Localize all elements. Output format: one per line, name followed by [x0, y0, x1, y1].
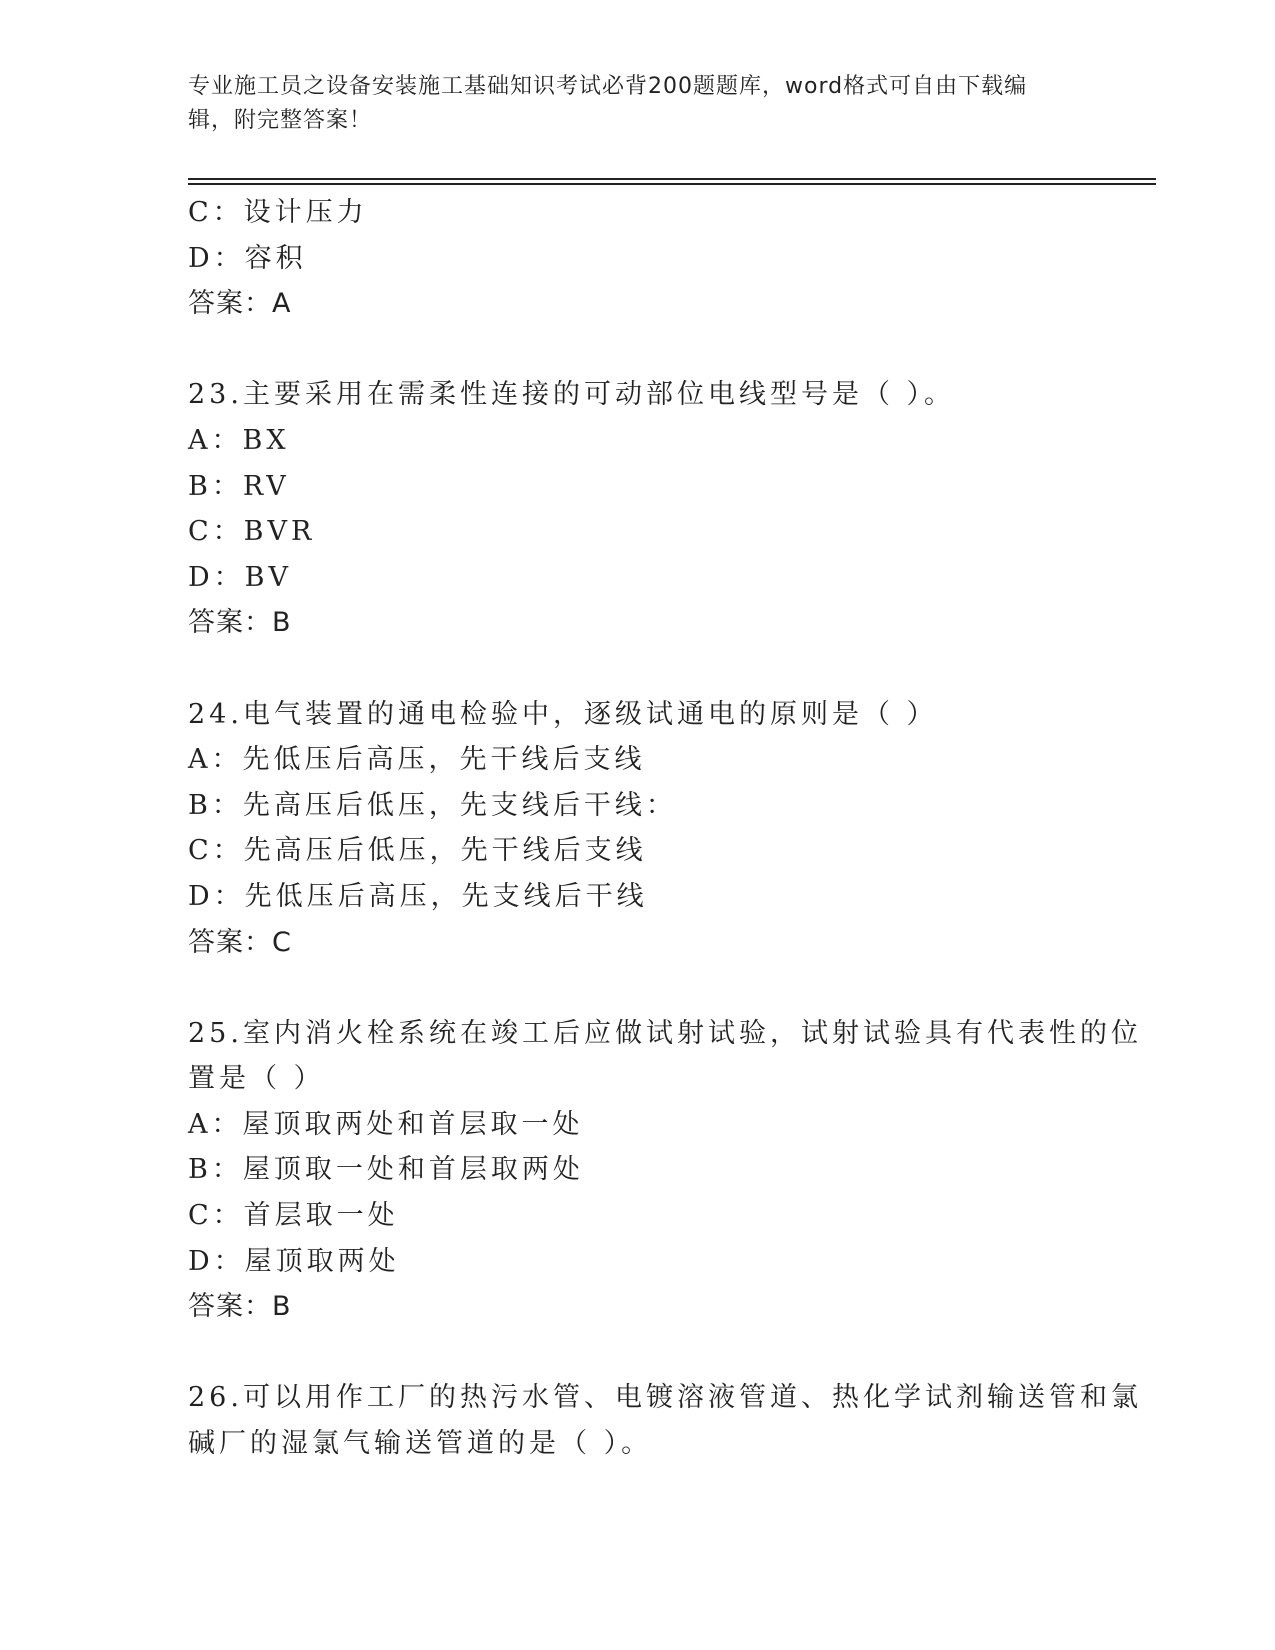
option-b: B：屋顶取一处和首层取两处 [188, 1154, 584, 1186]
answer: 答案：A [188, 288, 292, 320]
question-23 [188, 372, 1088, 646]
answer: 答案：C [188, 926, 292, 958]
answer: 答案：B [188, 607, 292, 639]
option-d: D：屋顶取两处 [188, 1245, 400, 1277]
option-c: C：首层取一处 [188, 1200, 399, 1232]
option-c: C：设计压力 [188, 197, 368, 228]
option-b: B：RV [188, 470, 290, 502]
question-25 [188, 1011, 1142, 1330]
question-text: 24.电气装置的通电检验中，逐级试通电的原则是（ ） [188, 698, 938, 730]
question-26 [188, 1375, 1142, 1466]
spacer [188, 1330, 1088, 1376]
option-c: C：先高压后低压，先干线后支线 [188, 835, 647, 867]
spacer [188, 965, 1088, 1011]
document-header: 专业施工员之设备安装施工基础知识考试必背200题题库，word格式可自由下载编辑，附完整答案！ [188, 74, 1028, 133]
option-d: D：容积 [188, 242, 307, 274]
document-body [188, 190, 1142, 1467]
option-d: D：先低压后高压，先支线后干线 [188, 880, 648, 912]
answer: 答案：B [188, 1291, 292, 1323]
question-text-line-2: 碱厂的湿氯气输送管道的是（ ）。 [188, 1428, 653, 1460]
header-divider-top [188, 178, 1156, 180]
question-text-line-2: 置是（ ） [188, 1063, 325, 1095]
question-22-tail [188, 190, 1088, 327]
option-a: A：先低压后高压，先干线后支线 [188, 744, 646, 776]
option-a: A：BX [188, 424, 290, 456]
spacer [188, 646, 1088, 692]
question-text-line-1: 26.可以用作工厂的热污水管、电镀溶液管道、热化学试剂输送管和氯 [188, 1382, 1142, 1414]
spacer [188, 327, 1088, 373]
option-b: B：先高压后低压，先支线后干线： [188, 789, 677, 821]
option-c: C：BVR [188, 516, 316, 548]
header-divider-bottom [188, 183, 1156, 185]
option-a: A：屋顶取两处和首层取一处 [188, 1108, 584, 1140]
question-24 [188, 692, 1088, 966]
option-d: D：BV [188, 561, 292, 593]
question-text-line-1: 25.室内消火栓系统在竣工后应做试射试验，试射试验具有代表性的位 [188, 1017, 1142, 1049]
question-text: 23.主要采用在需柔性连接的可动部位电线型号是（ ）。 [188, 379, 956, 411]
